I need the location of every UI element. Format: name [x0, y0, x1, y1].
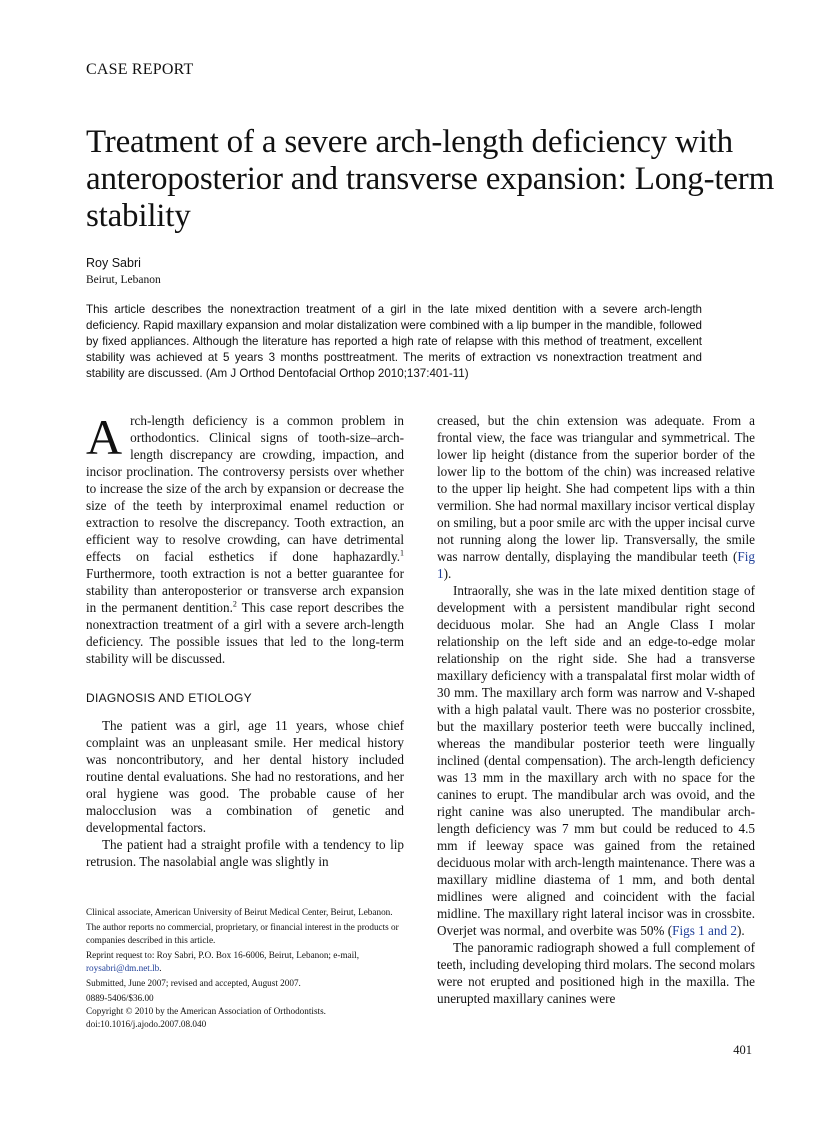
left-column — [86, 409, 404, 870]
profile-paragraph-continued — [437, 412, 755, 582]
panoramic-paragraph: The panoramic radiograph showed a full complement of teeth, including developing third molars. The second molars were not erupted and positioned high in the maxilla. The unerupted maxillary canines were — [437, 940, 755, 1006]
right-column — [437, 412, 755, 1007]
section-label: CASE REPORT — [86, 61, 194, 78]
intraoral-text: Intraorally, she was in the late mixed dentition stage of development with a persistent mandibular right second deciduous molar. She had an Angle Class I molar relationship on the left side and an edge-to-edge molar relationship on the right side. She had a transverse maxillary deficiency with a transpalatal first molar width of 30 mm. The maxillary arch form was narrow and V-shaped with a high palatal vault. There was no posterior crossbite, but the maxillary posterior teeth were buccally inclined, whereas the mandibular posterior teeth were lingually inclined (dental compensation). The arch-length deficiency was 13 mm in the maxillary arch with no space for the canines to erupt. The mandibular arch was ovoid, and the right canine was also unerupted. The mandibular arch-length deficiency was 7 mm but could be reduced to 4.5 mm if leeway space was gained from the retained deciduous molar with arch-length maintenance. There was a maxillary midline diastema of 1 mm, and both dental midlines were aligned and coincident with the facial midline. The maxillary right lateral incisor was in crossbite. Overjet was normal, and overbite was 50% ( — [437, 583, 755, 938]
profile-paragraph-start: The patient had a straight profile with a tendency to lip retrusion. The nasolabial angle was slightly in — [86, 837, 404, 869]
footnotes — [86, 906, 404, 1031]
footnote-reprint: Reprint request to: Roy Sabri, P.O. Box 16-6006, Beirut, Lebanon; e-mail, roysabri@dm.net.lb. — [86, 950, 360, 973]
fig1-link[interactable]: Fig 1 — [437, 549, 755, 581]
reference-2[interactable]: 2 — [232, 599, 237, 609]
intro-text-c: This case report describes the nonextraction treatment of a girl with a severe arch-length deficiency. The possible issues that led to the long-term stability will be discussed. — [86, 600, 404, 666]
patient-paragraph: The patient was a girl, age 11 years, whose chief complaint was an unpleasant smile. Her medical history was noncontributory, and her dental history included routine dental evaluations. She had no restorations, and her oral hygiene was good. The probable cause of her malocclusion was a combination of genetic and developmental factors. — [86, 718, 404, 835]
reference-1[interactable]: 1 — [400, 548, 404, 558]
intro-text-b: Furthermore, tooth extraction is not a better guarantee for stability than anteroposterior or transverse arch expansion in the permanent dentition. — [86, 566, 404, 615]
intraoral-text-end: ). — [736, 923, 745, 938]
section-heading-diagnosis: DIAGNOSIS AND ETIOLOGY — [86, 691, 252, 705]
footnote-affiliation: Clinical associate, American University of Beirut Medical Center, Beirut, Lebanon. — [86, 907, 393, 917]
footnote-price: 0889-5406/$36.00 — [86, 993, 154, 1003]
email-link[interactable]: roysabri@dm.net.lb — [86, 963, 160, 973]
intraoral-paragraph — [437, 582, 755, 939]
footnote-submitted: Submitted, June 2007; revised and accepted, August 2007. — [86, 978, 301, 988]
reprint-text: Reprint request to: Roy Sabri, P.O. Box 16-6006, Beirut, Lebanon; e-mail, — [86, 950, 360, 960]
author-affiliation: Beirut, Lebanon — [86, 274, 161, 286]
drop-cap: A — [86, 409, 123, 465]
footnote-copyright: Copyright © 2010 by the American Association of Orthodontists. — [86, 1006, 326, 1016]
page-number: 401 — [733, 1043, 752, 1057]
footnote-doi: doi:10.1016/j.ajodo.2007.08.040 — [86, 1019, 207, 1029]
intro-text-a: rch-length deficiency is a common problem in orthodontics. Clinical signs of tooth-size–arch-length discrepancy are crowding, impaction, and incisor proclination. The controversy persists over whether to increase the size of the arch by expansion or decrease the size of the teeth by interproximal enamel reduction or extraction to resolve the discrepancy. Tooth extraction, an efficient way to resolve crowding, can have detrimental effects on facial esthetics if done haphazardly. — [86, 413, 404, 564]
abstract: This article describes the nonextraction treatment of a girl in the late mixed dentition with a severe arch-length deficiency. Rapid maxillary expansion and molar distalization were combined with a lip bumper in the mandible, followed by fixed appliances. Although the literature has reported a high rate of relapse with this method of treatment, excellent stability was achieved at 5 years 3 months posttreatment. The merits of extraction vs nonextraction treatment and stability are discussed. (Am J Orthod Dentofacial Orthop 2010;137:401-11) — [86, 303, 702, 380]
figs12-link[interactable]: Figs 1 and 2 — [672, 923, 737, 938]
footnote-disclosure: The author reports no commercial, proprietary, or financial interest in the products or companies described in this article. — [86, 922, 399, 945]
article-title: Treatment of a severe arch-length deficiency with anteroposterior and transverse expansion: Long-term stability — [86, 124, 775, 234]
profile-text-end: ). — [443, 566, 452, 581]
profile-text: creased, but the chin extension was adequate. From a frontal view, the face was triangular and symmetrical. The lower lip height (distance from the superior border of the lower lip to the bottom of the chin) was increased relative to the upper lip height. She had competent lips with a thin vermilion. She had normal maxillary incisor vertical display on smiling, but a poor smile arc with the upper incisal curve not running along the lower lip. Transversally, the smile was narrow dentally, displaying the mandibular teeth ( — [437, 413, 755, 564]
author-name: Roy Sabri — [86, 256, 141, 270]
intro-paragraph — [86, 409, 404, 667]
